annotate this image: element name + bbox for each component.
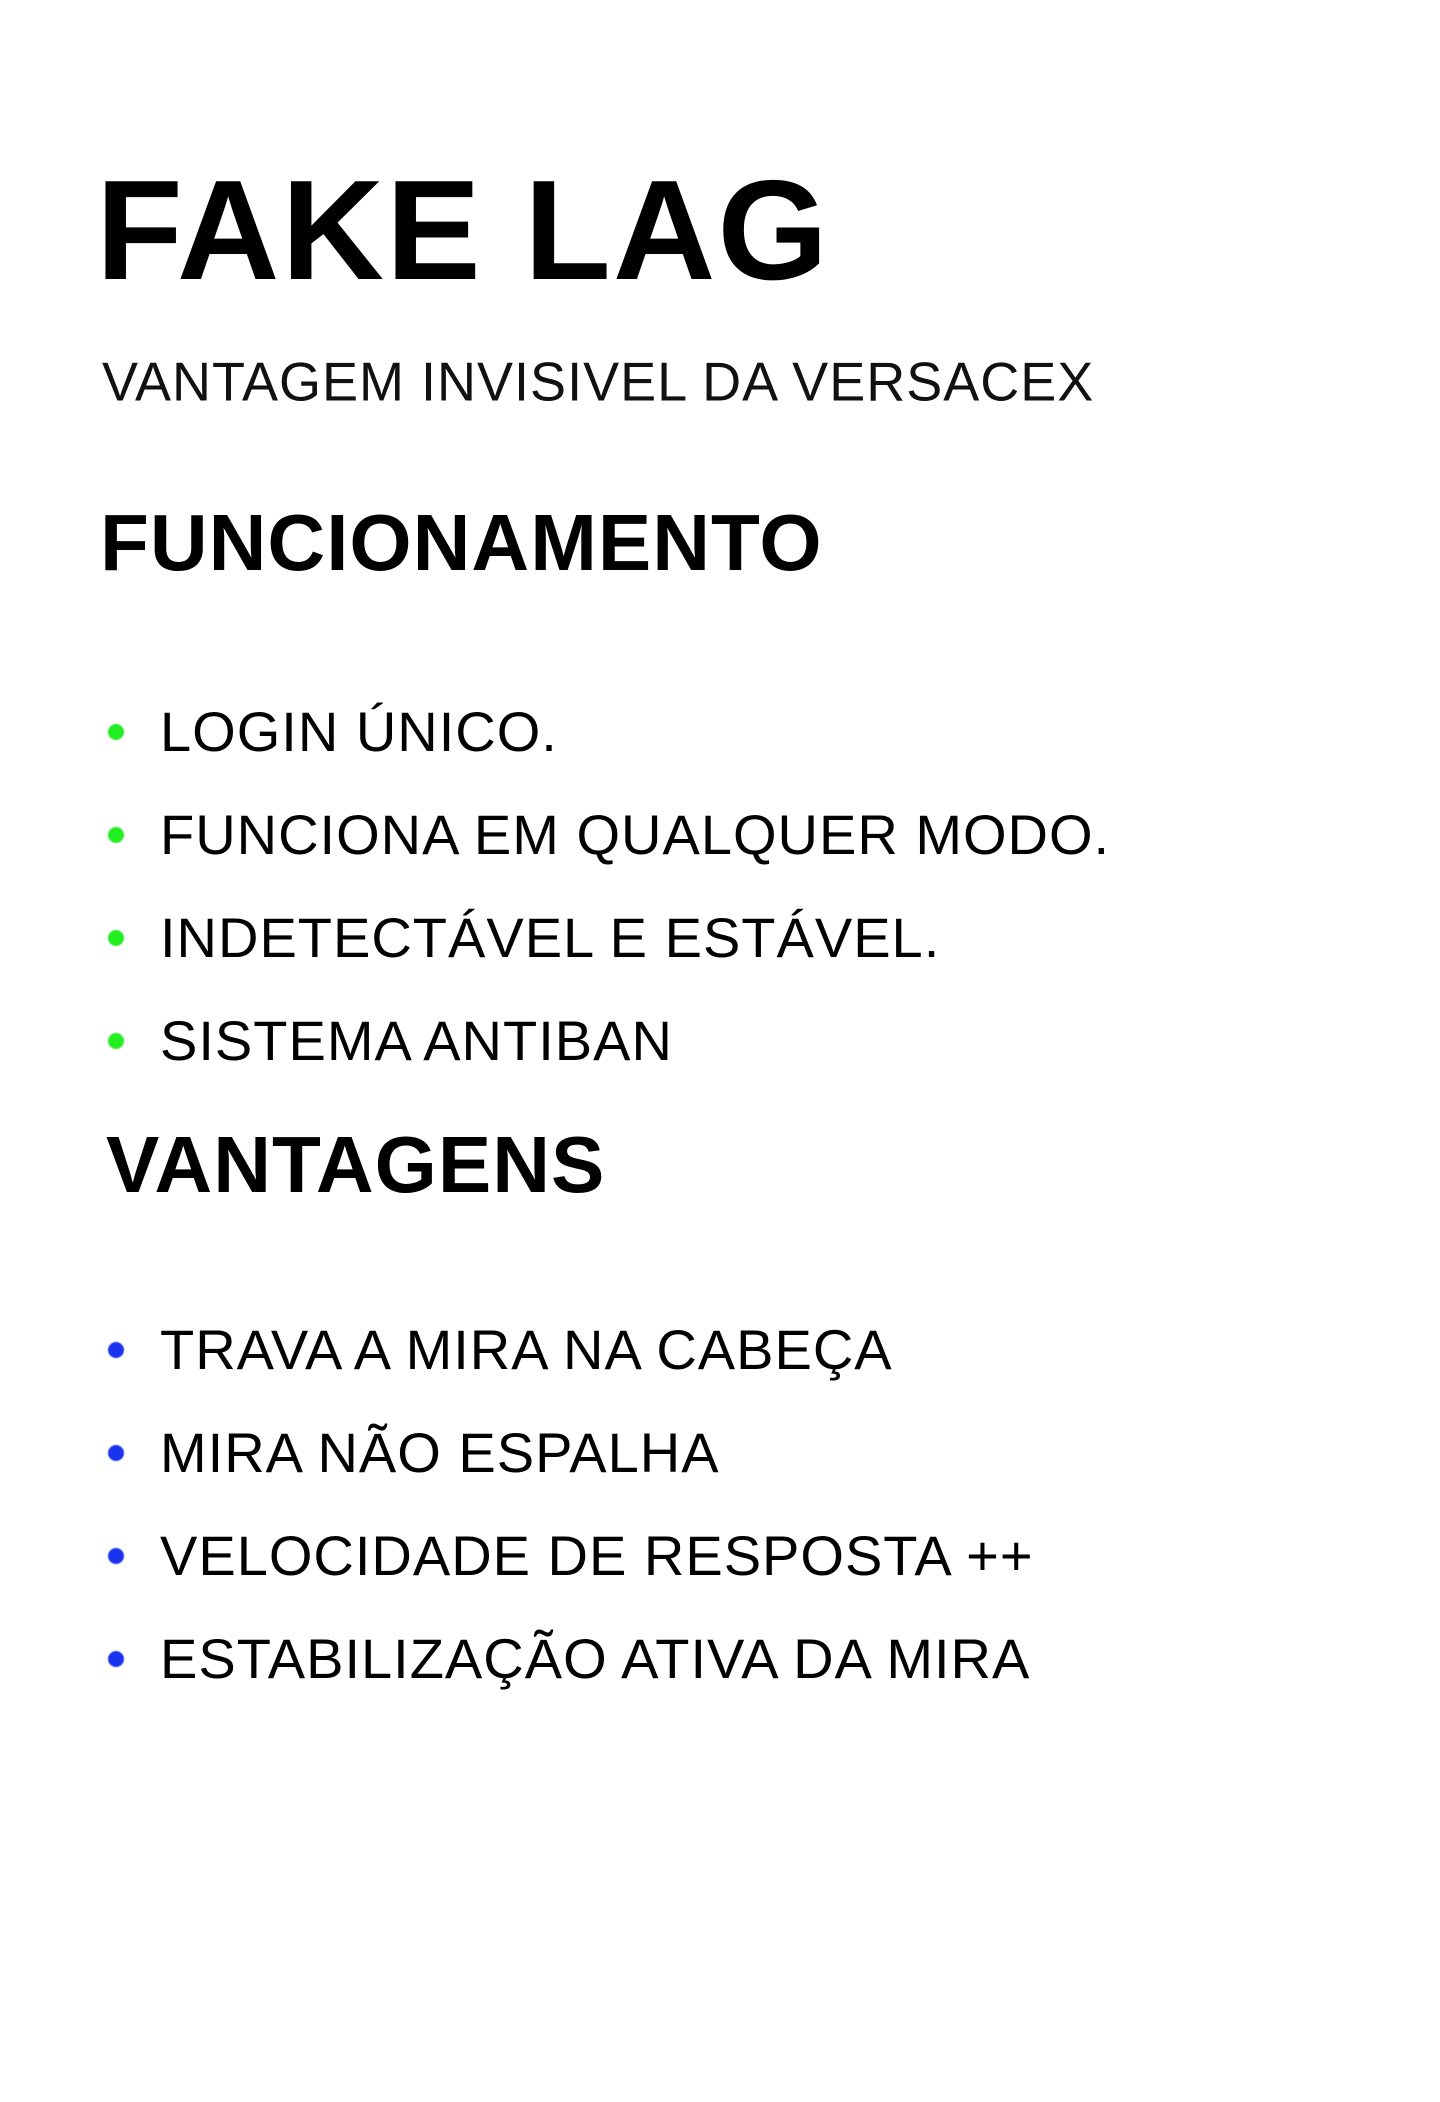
list-item-text: TRAVA A MIRA NA CABEÇA <box>160 1317 893 1381</box>
feature-list-vantagens <box>100 1298 1034 1710</box>
green-bullet-icon <box>108 1033 124 1049</box>
feature-list-funcionamento <box>100 680 1110 1092</box>
list-item <box>100 1401 1034 1504</box>
green-bullet-icon <box>108 930 124 946</box>
list-item-text: FUNCIONA EM QUALQUER MODO. <box>160 802 1111 866</box>
list-item-text: LOGIN ÚNICO. <box>160 699 558 763</box>
blue-bullet-icon <box>108 1651 124 1667</box>
section-heading-vantagens: VANTAGENS <box>106 1120 606 1209</box>
list-item <box>100 886 1110 989</box>
green-bullet-icon <box>108 827 124 843</box>
blue-bullet-icon <box>108 1342 124 1358</box>
list-item <box>100 680 1110 783</box>
list-item-text: ESTABILIZAÇÃO ATIVA DA MIRA <box>160 1626 1031 1690</box>
list-item <box>100 1298 1034 1401</box>
list-item <box>100 989 1110 1092</box>
page-title: FAKE LAG <box>96 151 830 310</box>
list-item <box>100 1504 1034 1607</box>
list-item <box>100 783 1110 886</box>
green-bullet-icon <box>108 724 124 740</box>
section-heading-funcionamento: FUNCIONAMENTO <box>100 498 823 587</box>
blue-bullet-icon <box>108 1548 124 1564</box>
list-item-text: VELOCIDADE DE RESPOSTA ++ <box>160 1523 1034 1587</box>
list-item-text: MIRA NÃO ESPALHA <box>160 1420 720 1484</box>
list-item-text: SISTEMA ANTIBAN <box>160 1008 673 1072</box>
list-item <box>100 1607 1034 1710</box>
blue-bullet-icon <box>108 1445 124 1461</box>
list-item-text: INDETECTÁVEL E ESTÁVEL. <box>160 905 941 969</box>
page-subtitle: VANTAGEM INVISIVEL DA VERSACEX <box>102 351 1095 413</box>
